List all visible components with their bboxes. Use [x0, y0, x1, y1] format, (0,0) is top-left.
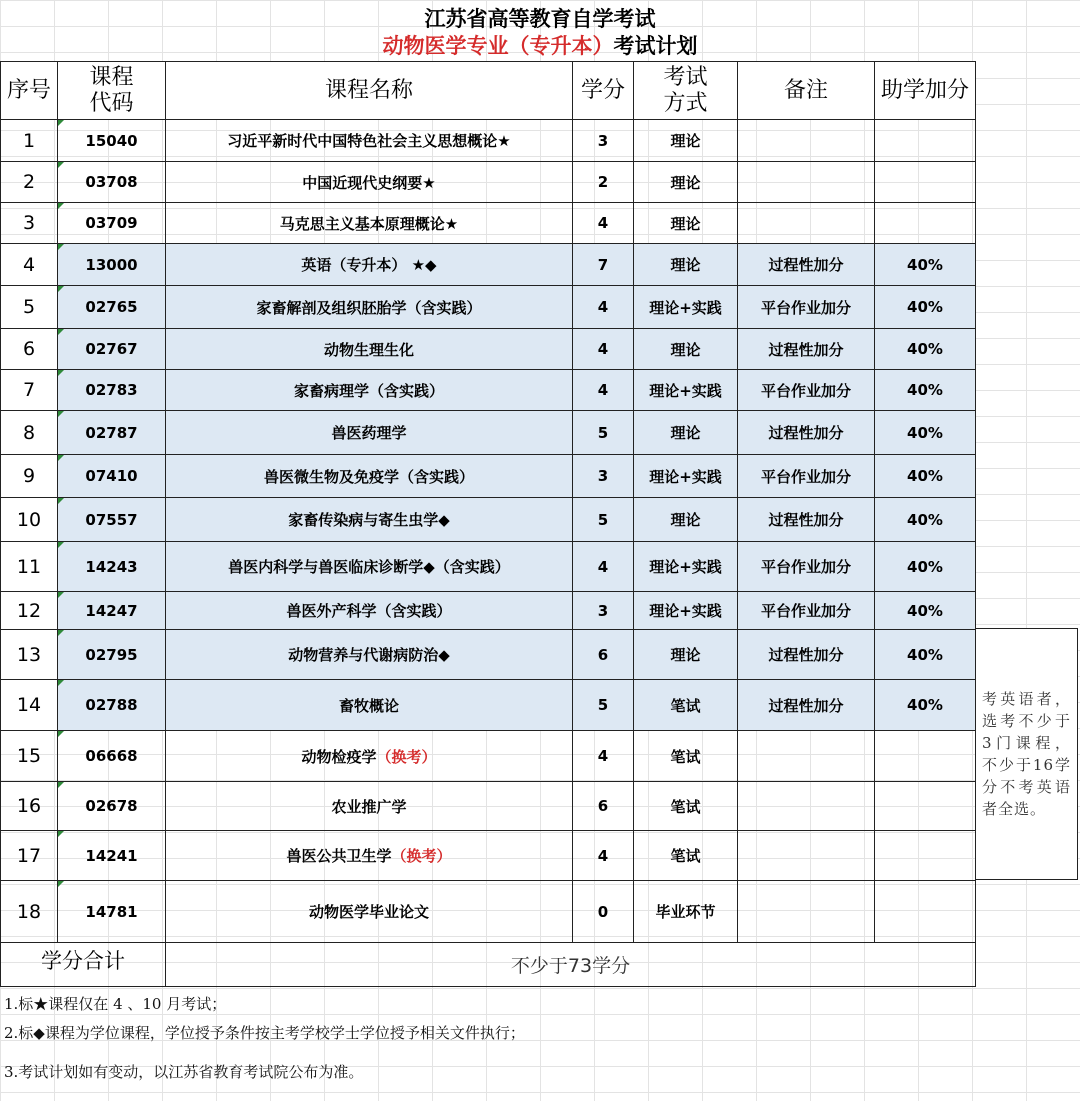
table-row — [1, 542, 976, 592]
row-note-text: 平台作业加分 — [760, 558, 851, 576]
row-course-code — [58, 782, 166, 831]
row-credit-text: 5 — [597, 696, 609, 714]
row-exam-method-text: 理论 — [670, 340, 701, 359]
subtitle-plan: 考试计划 — [613, 33, 698, 58]
row-course-name — [166, 592, 573, 630]
row-credit — [573, 782, 634, 831]
row-seq-text: 10 — [16, 508, 42, 531]
row-exam-method-text: 笔试 — [670, 797, 701, 816]
row-note-text: 平台作业加分 — [760, 467, 851, 486]
row-credit-text: 3 — [597, 467, 609, 485]
row-credit — [573, 203, 634, 244]
row-course-code-text: 06668 — [85, 747, 138, 765]
row-seq-text: 12 — [16, 599, 42, 622]
row-course-name-text: 兽医内科学与兽医临床诊断学◆（含实践） — [228, 558, 510, 576]
row-course-code — [58, 455, 166, 498]
row-seq-text: 7 — [22, 379, 36, 401]
row-credit — [573, 162, 634, 203]
row-bonus — [875, 286, 976, 329]
table-row — [1, 831, 976, 881]
row-course-name-text: 中国近现代史纲要★ — [302, 173, 436, 192]
row-note-text: 过程性加分 — [768, 256, 844, 274]
row-note — [738, 831, 875, 881]
row-credit — [573, 592, 634, 630]
row-course-name-text: 兽医微生物及免疫学（含实践） — [263, 467, 474, 486]
row-course-code-text: 07410 — [85, 467, 138, 485]
row-credit — [573, 455, 634, 498]
row-bonus — [875, 498, 976, 542]
row-course-name-text: 家畜传染病与寄生虫学◆ — [288, 511, 450, 529]
row-credit — [573, 244, 634, 286]
row-note — [738, 120, 875, 162]
row-credit-text: 3 — [597, 131, 609, 150]
row-course-code-text: 15040 — [85, 131, 138, 150]
row-course-name — [166, 370, 573, 411]
row-course-name — [166, 542, 573, 592]
row-exam-method-text: 理论+实践 — [649, 467, 722, 486]
row-credit-text: 4 — [597, 557, 609, 576]
row-bonus — [875, 120, 976, 162]
table-row — [1, 286, 976, 329]
row-note — [738, 162, 875, 203]
row-seq — [1, 455, 58, 498]
row-exam-method-text: 理论 — [670, 256, 701, 274]
row-bonus — [875, 782, 976, 831]
total-label: 学分合计 — [1, 943, 166, 987]
row-seq-text: 2 — [22, 171, 36, 193]
row-course-code-text: 02678 — [85, 797, 138, 815]
row-bonus — [875, 329, 976, 370]
row-course-code — [58, 162, 166, 203]
row-course-code-text: 02767 — [85, 340, 138, 358]
header-row — [1, 62, 976, 120]
row-exam-method-text: 理论+实践 — [649, 558, 722, 576]
row-bonus-text: 40% — [907, 601, 943, 620]
row-course-code-text: 14781 — [85, 902, 138, 921]
row-seq — [1, 881, 58, 943]
row-exam-method — [634, 498, 738, 542]
table-row — [1, 782, 976, 831]
row-course-code — [58, 203, 166, 244]
footnote-1: 1.标★课程仅在 4 、10 月考试； — [4, 995, 227, 1013]
row-credit-text: 0 — [597, 902, 609, 921]
row-note-text: 平台作业加分 — [760, 298, 851, 317]
row-note — [738, 498, 875, 542]
row-course-name — [166, 411, 573, 455]
row-exam-method-text: 理论 — [670, 424, 701, 442]
row-seq — [1, 411, 58, 455]
header-bonus: 助学加分 — [875, 62, 976, 120]
row-seq-text: 9 — [22, 465, 36, 487]
row-bonus — [875, 630, 976, 680]
row-course-name-text: 兽医外产科学（含实践） — [286, 602, 452, 620]
row-course-name — [166, 630, 573, 680]
row-seq-text: 13 — [16, 643, 42, 666]
total-row — [1, 943, 976, 987]
row-course-code — [58, 680, 166, 731]
row-exam-method — [634, 831, 738, 881]
row-course-code-text: 13000 — [85, 255, 138, 274]
row-bonus — [875, 244, 976, 286]
table-row — [1, 455, 976, 498]
table-row — [1, 498, 976, 542]
course-name-exchange-mark: （换考） — [376, 747, 437, 766]
row-course-name-text: 动物检疫学 — [301, 747, 377, 766]
row-bonus — [875, 162, 976, 203]
row-credit-text: 4 — [597, 298, 609, 316]
row-credit-text: 2 — [597, 173, 609, 191]
row-course-code — [58, 592, 166, 630]
row-note — [738, 592, 875, 630]
row-credit — [573, 542, 634, 592]
header-method: 考试方式 — [634, 62, 738, 120]
row-course-code-text: 02795 — [85, 645, 138, 664]
row-course-name-text: 农业推广学 — [331, 797, 407, 816]
row-seq — [1, 286, 58, 329]
row-bonus — [875, 203, 976, 244]
row-credit-text: 4 — [597, 747, 609, 765]
row-course-name — [166, 831, 573, 881]
row-credit-text: 6 — [597, 645, 609, 664]
row-seq — [1, 680, 58, 731]
row-course-name-text: 动物医学毕业论文 — [308, 903, 429, 921]
footnote-2: 2.标◆课程为学位课程，学位授予条件按主考学校学士学位授予相关文件执行； — [4, 1024, 525, 1042]
row-credit — [573, 329, 634, 370]
row-course-code — [58, 120, 166, 162]
row-credit — [573, 831, 634, 881]
row-exam-method-text: 理论+实践 — [649, 298, 722, 317]
header-credit: 学分 — [573, 62, 634, 120]
row-credit-text: 4 — [597, 340, 609, 358]
row-bonus-text: 40% — [907, 340, 943, 358]
row-seq-text: 1 — [22, 129, 36, 152]
row-exam-method — [634, 411, 738, 455]
row-seq — [1, 782, 58, 831]
row-exam-method-text: 理论 — [670, 511, 701, 529]
row-seq-text: 6 — [22, 338, 36, 360]
row-credit — [573, 630, 634, 680]
row-course-code-text: 14247 — [85, 601, 138, 620]
row-note — [738, 329, 875, 370]
row-course-code — [58, 370, 166, 411]
row-course-code-text: 02765 — [85, 298, 138, 316]
row-bonus-text: 40% — [907, 696, 943, 714]
row-seq-text: 11 — [16, 555, 42, 578]
row-bonus-text: 40% — [907, 510, 943, 529]
row-credit-text: 5 — [597, 423, 609, 442]
row-credit — [573, 411, 634, 455]
row-bonus-text: 40% — [907, 381, 943, 399]
row-credit — [573, 286, 634, 329]
row-exam-method — [634, 244, 738, 286]
row-course-name-text: 家畜病理学（含实践） — [293, 381, 444, 400]
row-note-text: 过程性加分 — [768, 424, 844, 442]
row-note — [738, 731, 875, 782]
row-credit-text: 4 — [597, 381, 609, 399]
row-seq — [1, 630, 58, 680]
row-exam-method — [634, 162, 738, 203]
row-course-code-text: 02783 — [85, 381, 138, 399]
row-exam-method-text: 笔试 — [670, 747, 701, 766]
row-course-code-text: 14243 — [85, 557, 138, 576]
row-course-code — [58, 244, 166, 286]
row-course-name-text: 畜牧概论 — [338, 696, 399, 715]
row-note — [738, 370, 875, 411]
row-course-name-text: 英语（专升本） ★◆ — [301, 256, 437, 274]
row-course-name-text: 马克思主义基本原理概论★ — [279, 214, 459, 233]
row-course-name-text: 家畜解剖及组织胚胎学（含实践） — [256, 298, 482, 317]
row-note — [738, 244, 875, 286]
table-row — [1, 162, 976, 203]
row-course-code — [58, 831, 166, 881]
row-exam-method-text: 理论+实践 — [649, 602, 722, 620]
row-seq-text: 15 — [16, 745, 42, 767]
row-exam-method — [634, 286, 738, 329]
row-note-text: 过程性加分 — [768, 340, 844, 359]
row-credit — [573, 120, 634, 162]
row-exam-method — [634, 203, 738, 244]
table-row — [1, 244, 976, 286]
row-seq — [1, 592, 58, 630]
row-exam-method-text: 毕业环节 — [655, 903, 716, 921]
row-note-text: 过程性加分 — [768, 511, 844, 529]
row-course-name — [166, 329, 573, 370]
row-note-text: 平台作业加分 — [760, 602, 851, 620]
row-credit-text: 5 — [597, 510, 609, 529]
total-value: 不少于73学分 — [166, 943, 976, 987]
row-course-code — [58, 329, 166, 370]
row-seq-text: 17 — [16, 844, 42, 867]
row-course-code — [58, 498, 166, 542]
row-note-text: 过程性加分 — [768, 646, 844, 664]
row-course-code — [58, 286, 166, 329]
row-bonus-text: 40% — [907, 255, 943, 274]
row-exam-method — [634, 782, 738, 831]
row-credit — [573, 370, 634, 411]
row-seq-text: 4 — [22, 253, 36, 276]
table-row — [1, 120, 976, 162]
exam-plan-table — [0, 61, 976, 987]
row-note — [738, 203, 875, 244]
row-exam-method-text: 理论 — [670, 646, 701, 664]
row-note — [738, 286, 875, 329]
row-credit — [573, 881, 634, 943]
row-seq — [1, 329, 58, 370]
row-course-code-text: 02788 — [85, 696, 138, 714]
row-course-name-text: 兽医药理学 — [331, 424, 407, 442]
row-course-name — [166, 731, 573, 782]
side-note-text: 考英语者，选考不少于3门课程，不少于16学分不考英语者全选。 — [982, 690, 1071, 818]
row-credit-text: 6 — [597, 797, 609, 815]
row-bonus-text: 40% — [907, 467, 943, 485]
row-exam-method — [634, 630, 738, 680]
row-note-text: 过程性加分 — [768, 696, 844, 715]
row-course-name — [166, 455, 573, 498]
row-bonus — [875, 542, 976, 592]
row-course-name-text: 兽医公共卫生学 — [286, 847, 392, 865]
row-course-name-text: 动物生理生化 — [323, 340, 414, 359]
row-seq — [1, 120, 58, 162]
row-seq-text: 14 — [16, 694, 42, 716]
table-row — [1, 329, 976, 370]
row-bonus — [875, 881, 976, 943]
row-bonus — [875, 455, 976, 498]
row-seq — [1, 162, 58, 203]
row-seq-text: 5 — [22, 296, 36, 318]
side-note-cell — [975, 628, 1078, 880]
row-exam-method-text: 理论 — [670, 173, 701, 192]
row-exam-method-text: 理论 — [670, 214, 701, 233]
row-note — [738, 680, 875, 731]
row-credit — [573, 731, 634, 782]
row-note — [738, 411, 875, 455]
row-exam-method — [634, 542, 738, 592]
footnote-3: 3.考试计划如有变动，以江苏省教育考试院公布为准。 — [4, 1063, 364, 1081]
row-exam-method-text: 理论 — [670, 132, 701, 150]
table-row — [1, 203, 976, 244]
row-course-code-text: 02787 — [85, 423, 138, 442]
row-exam-method — [634, 455, 738, 498]
row-course-code — [58, 731, 166, 782]
row-exam-method — [634, 731, 738, 782]
row-course-name — [166, 244, 573, 286]
row-bonus — [875, 370, 976, 411]
row-bonus-text: 40% — [907, 298, 943, 316]
row-bonus — [875, 731, 976, 782]
header-code: 课程代码 — [58, 62, 166, 120]
row-bonus-text: 40% — [907, 645, 943, 664]
row-exam-method — [634, 370, 738, 411]
row-course-name — [166, 203, 573, 244]
row-seq-text: 18 — [16, 900, 42, 923]
table-row — [1, 411, 976, 455]
row-course-name-text: 动物营养与代谢病防治◆ — [288, 646, 450, 664]
row-exam-method-text: 笔试 — [670, 847, 701, 865]
row-bonus-text: 40% — [907, 423, 943, 442]
table-row — [1, 630, 976, 680]
row-course-code — [58, 542, 166, 592]
row-course-name — [166, 162, 573, 203]
row-course-name — [166, 881, 573, 943]
row-note — [738, 542, 875, 592]
row-exam-method — [634, 120, 738, 162]
row-note-text: 平台作业加分 — [760, 381, 851, 400]
subtitle-major: 动物医学专业（专升本） — [382, 33, 614, 58]
row-credit-text: 3 — [597, 601, 609, 620]
row-bonus — [875, 680, 976, 731]
row-exam-method — [634, 881, 738, 943]
row-course-name — [166, 782, 573, 831]
row-course-name — [166, 120, 573, 162]
row-note — [738, 782, 875, 831]
header-note: 备注 — [738, 62, 875, 120]
row-course-code-text: 14241 — [85, 846, 138, 865]
table-row — [1, 731, 976, 782]
row-course-code-text: 03708 — [85, 173, 138, 191]
row-exam-method-text: 理论+实践 — [649, 381, 722, 400]
row-note — [738, 455, 875, 498]
row-seq — [1, 542, 58, 592]
row-bonus — [875, 411, 976, 455]
table-row — [1, 592, 976, 630]
row-course-name — [166, 680, 573, 731]
header-name: 课程名称 — [166, 62, 573, 120]
document-subtitle — [0, 30, 1080, 60]
row-course-code-text: 03709 — [85, 214, 138, 232]
row-seq — [1, 731, 58, 782]
row-credit-text: 4 — [597, 846, 609, 865]
course-name-exchange-mark: （换考） — [391, 847, 452, 865]
row-seq — [1, 244, 58, 286]
row-exam-method — [634, 592, 738, 630]
row-exam-method-text: 笔试 — [670, 696, 701, 715]
row-seq-text: 3 — [22, 212, 36, 234]
row-exam-method — [634, 680, 738, 731]
row-credit — [573, 680, 634, 731]
row-course-code — [58, 411, 166, 455]
row-course-code — [58, 630, 166, 680]
row-credit-text: 7 — [597, 255, 609, 274]
row-course-name — [166, 286, 573, 329]
table-row — [1, 881, 976, 943]
row-bonus — [875, 592, 976, 630]
row-bonus — [875, 831, 976, 881]
row-seq — [1, 370, 58, 411]
row-note — [738, 881, 875, 943]
row-seq-text: 16 — [16, 795, 42, 817]
header-seq: 序号 — [1, 62, 58, 120]
row-course-code-text: 07557 — [85, 510, 138, 529]
row-credit — [573, 498, 634, 542]
row-exam-method — [634, 329, 738, 370]
row-seq-text: 8 — [22, 421, 36, 444]
row-note — [738, 630, 875, 680]
row-seq — [1, 498, 58, 542]
row-course-name — [166, 498, 573, 542]
table-row — [1, 370, 976, 411]
document-title: 江苏省高等教育自学考试 — [424, 6, 656, 31]
row-credit-text: 4 — [597, 214, 609, 232]
row-seq — [1, 203, 58, 244]
row-course-name-text: 习近平新时代中国特色社会主义思想概论★ — [227, 132, 511, 150]
row-seq — [1, 831, 58, 881]
row-bonus-text: 40% — [907, 557, 943, 576]
table-row — [1, 680, 976, 731]
row-course-code — [58, 881, 166, 943]
